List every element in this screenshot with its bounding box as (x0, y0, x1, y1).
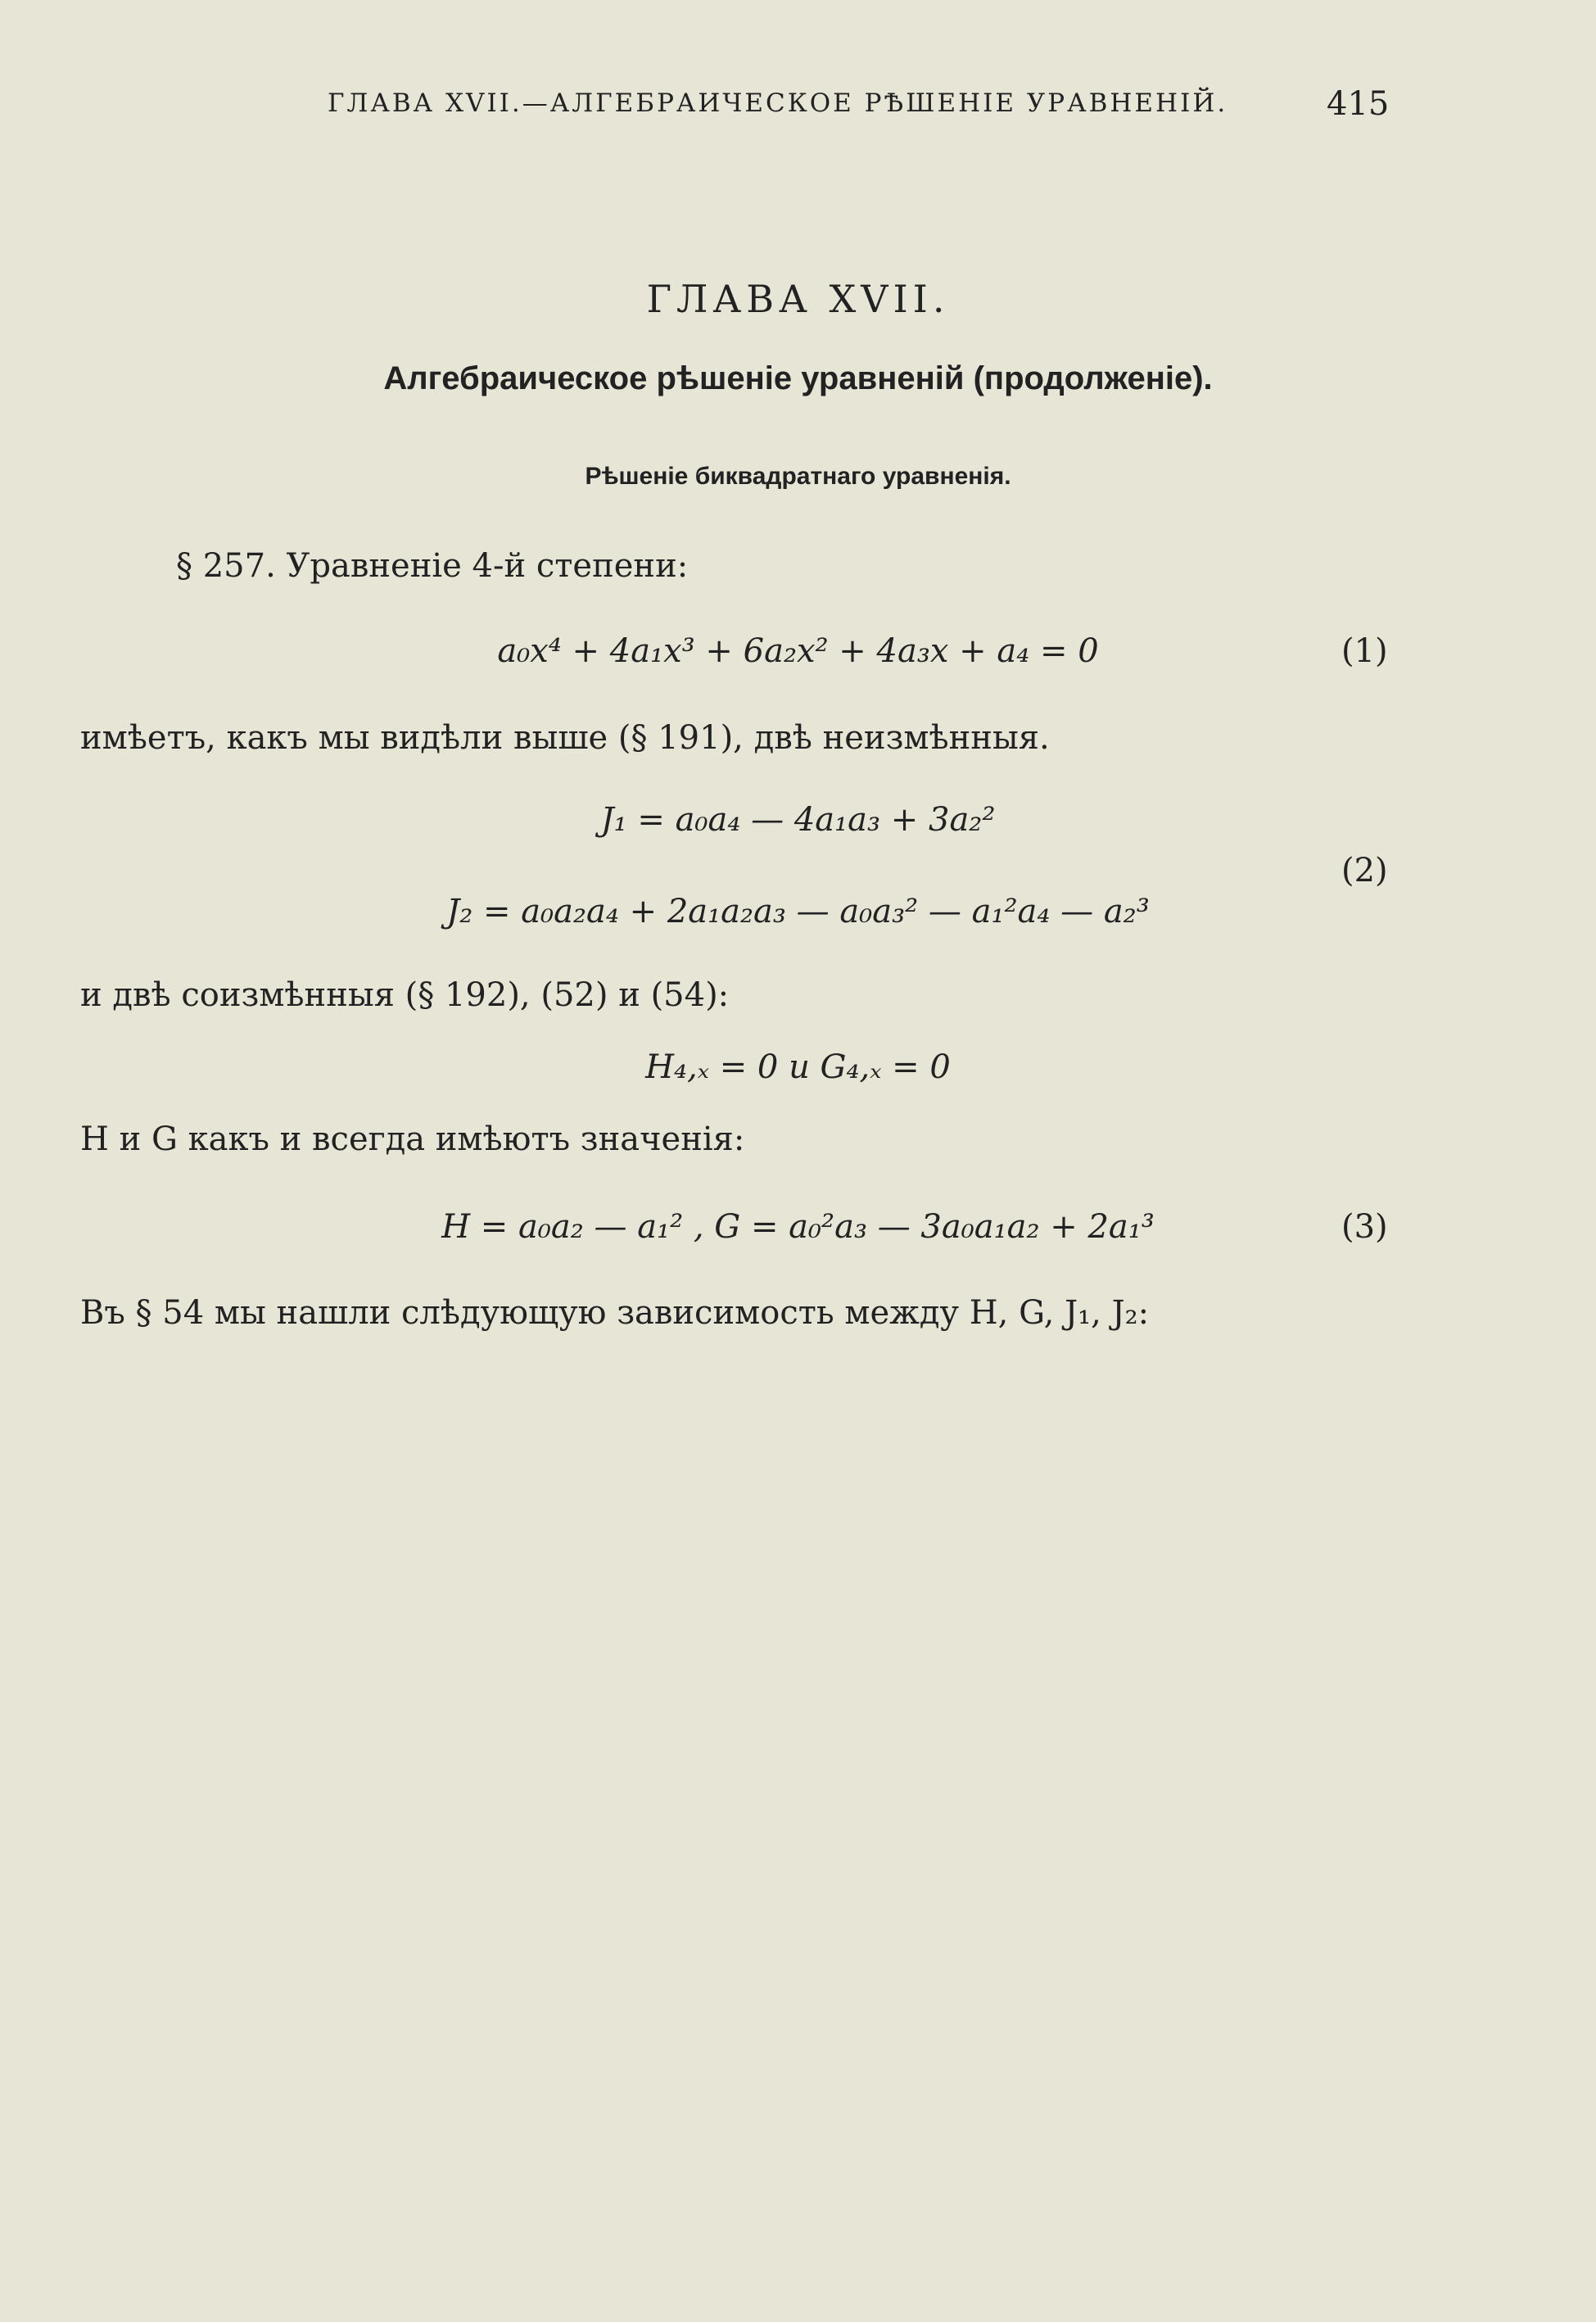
chapter-title: ГЛАВА XVII. (646, 277, 950, 321)
page-number: 415 (1327, 85, 1390, 123)
running-head: ГЛАВА XVII.—АЛГЕБРАИЧЕСКОЕ РѢШЕНІЕ УРАВНЕНІЙ. (328, 88, 1228, 118)
equation-1-number: (1) (1341, 632, 1388, 670)
equation-3: H = a₀a₂ — a₁² , G = a₀²a₃ — 3a₀a₁a₂ + 2a₁³ (441, 1208, 1155, 1246)
text-covariants: и двѣ соизмѣнныя (§ 192), (52) и (54): (80, 976, 730, 1014)
section-title: Рѣшеніе биквадратнаго уравненія. (585, 463, 1011, 490)
equation-2a: J₁ = a₀a₄ — 4a₁a₃ + 3a₂² (600, 801, 996, 839)
equation-2b: J₂ = a₀a₂a₄ + 2a₁a₂a₃ — a₀a₃² — a₁²a₄ — a₂³ (446, 893, 1150, 930)
text-values: H и G какъ и всегда имѣютъ значенія: (80, 1120, 745, 1158)
paragraph-257: § 257. Уравненіе 4-й степени: (176, 547, 689, 585)
equation-2-number: (2) (1341, 852, 1388, 889)
chapter-subtitle: Алгебраическое рѣшеніе уравненій (продолженіе). (383, 360, 1213, 396)
equation-1: a₀x⁴ + 4a₁x³ + 6a₂x² + 4a₃x + a₄ = 0 (497, 632, 1099, 670)
text-invariants: имѣетъ, какъ мы видѣли выше (§ 191), двѣ неизмѣнныя. (80, 719, 1050, 757)
text-relation: Въ § 54 мы нашли слѣдующую зависимость между H, G, J₁, J₂: (80, 1294, 1150, 1332)
equation-3-number: (3) (1341, 1208, 1388, 1246)
equation-hg: H₄,ₓ = 0 и G₄,ₓ = 0 (645, 1048, 951, 1086)
